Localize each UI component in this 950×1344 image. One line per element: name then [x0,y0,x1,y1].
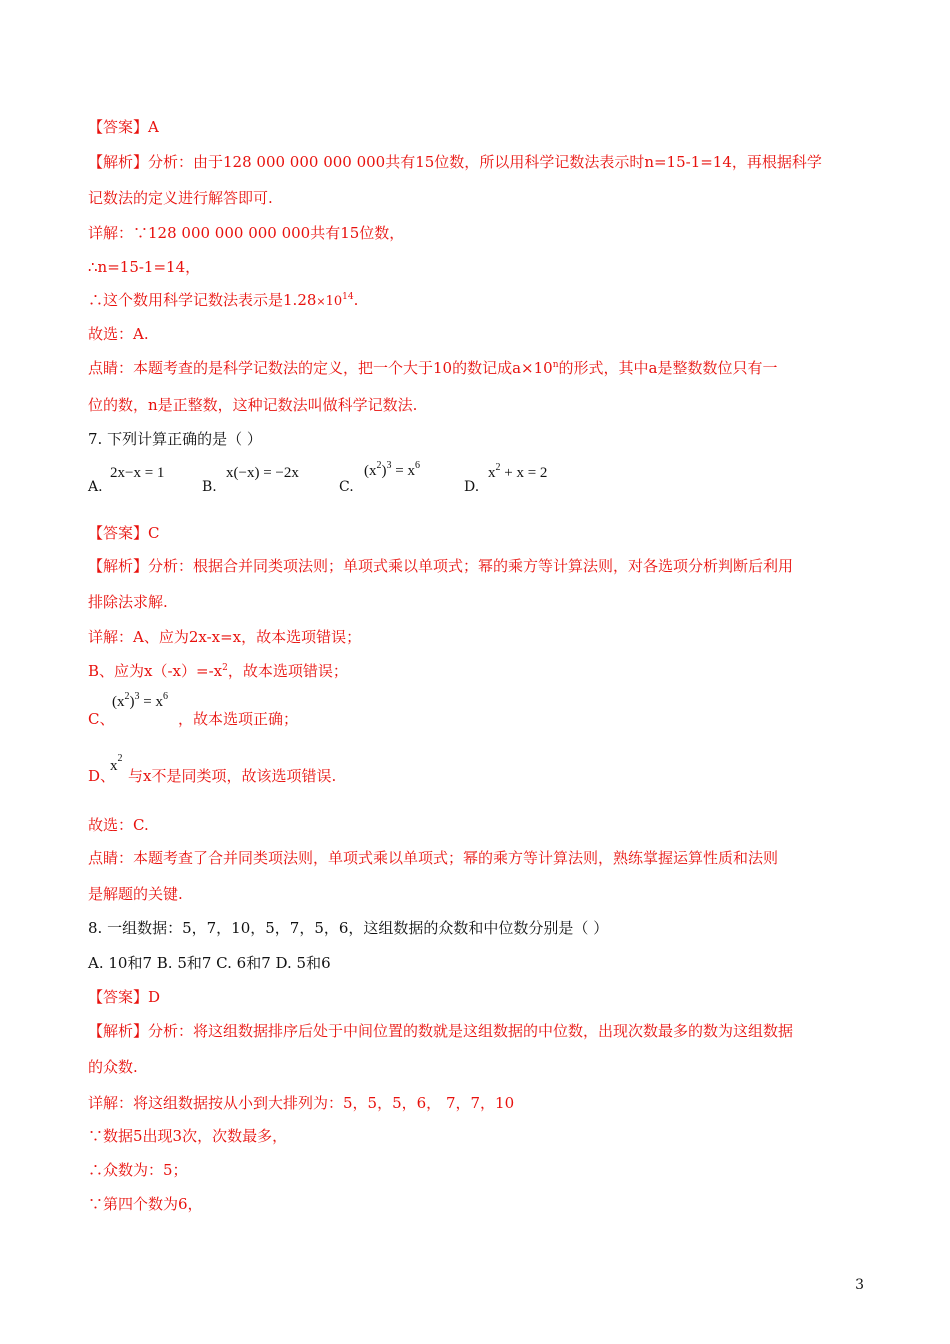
q6-comment-line1-end: 的形式，其中a是整数数位只有一 [558,359,778,377]
q6-detail-line1: 详解：∵128 000 000 000 000共有15位数， [88,224,405,242]
q6-comment-exponent: n [552,360,559,370]
q7-stem: 7. 下列计算正确的是（ ） [88,430,262,448]
q7-option-d-expr [488,464,547,482]
q7-detail-d-math [110,753,123,775]
q7-detail-c-label: C、 [88,710,115,728]
q7-comment-line2: 是解题的关键. [88,885,183,903]
q7-d-base: x [488,465,496,481]
q7-detail-c-text: ，故本选项正确； [178,710,299,728]
q7-c-close: ) [381,463,387,479]
q8-analysis-line2: 的众数. [88,1058,138,1076]
q7-option-b-expr: x(−x) = −2x [226,465,299,481]
q7-answer: 【答案】C [88,524,160,542]
q7-option-c-expr [364,462,420,480]
q7-c-exp2: 3 [386,460,392,471]
q7-detail-d-label: D、 [88,767,116,785]
q6-comment-line1 [88,358,777,378]
q7-detail-b-end: ，故本选项错误； [227,662,348,680]
q6-answer: 【答案】A [88,118,159,136]
q8-stem: 8. 一组数据：5，7，10，5，7，5，6，这组数据的众数和中位数分别是（ ） [88,919,609,937]
q6-analysis-line2: 记数法的定义进行解答即可. [88,189,273,207]
q7-d-exp: 2 [495,462,501,473]
q7-dc-eq: = x [139,694,163,710]
q7-option-b-label: B. [202,479,217,495]
q6-times-sign: × [316,295,326,308]
q7-dd-exp: 2 [117,753,123,764]
q7-comment-line1: 点睛：本题考查了合并同类项法则，单项式乘以单项式；幂的乘方等计算法则，熟练掌握运算性质和法则 [88,849,779,867]
q7-d-rest: + x = 2 [500,465,548,481]
q8-analysis-line1: 【解析】分析：将这组数据排序后处于中间位置的数就是这组数据的中位数，出现次数最多的数为这组数据 [88,1022,794,1040]
q8-detail-line2: ∵数据5出现3次，次数最多， [88,1127,288,1145]
q7-detail-b-text: B、应为x（-x）=-x [88,662,223,680]
q8-detail-line4: ∵第四个数为6， [88,1195,203,1213]
q7-c-open: (x [364,463,377,479]
q6-comment-line2: 位的数，n是正整数，这种记数法叫做科学记数法. [88,396,418,414]
q6-power-base: 10 [325,294,343,309]
q7-analysis-line2: 排除法求解. [88,593,168,611]
q7-analysis-line1: 【解析】分析：根据合并同类项法则；单项式乘以单项式；幂的乘方等计算法则，对各选项分析判断后利用 [88,557,794,575]
q7-option-d-label: D. [464,479,480,495]
q7-dd-base: x [110,758,118,774]
q7-c-eq: = x [391,463,415,479]
q6-comment-line1-text: 点睛：本题考查的是科学记数法的定义，把一个大于10的数记成a×10 [88,359,553,377]
q7-c-exp1: 2 [376,460,382,471]
q8-answer: 【答案】D [88,988,161,1006]
q8-options: A. 10和7 B. 5和7 C. 6和7 D. 5和6 [88,954,331,972]
q6-power-exponent: 14 [342,292,354,302]
q7-dc-e3: 6 [162,691,168,702]
q8-detail-line1: 详解：将这组数据按从小到大排列为：5，5，5，6， 7，7，10 [88,1094,515,1112]
q7-dc-e1: 2 [124,691,130,702]
q7-option-a-expr: 2x−x = 1 [110,465,165,481]
q6-detail-line3 [88,290,358,312]
q8-detail-line3: ∴众数为：5； [88,1161,188,1179]
q7-detail-b-exp: 2 [222,663,228,673]
page-number: 3 [855,1277,864,1293]
q7-c-exp3: 6 [414,460,420,471]
q7-dc-open: (x [112,694,125,710]
q7-option-c-label: C. [339,479,354,495]
q7-detail-c-math [112,693,168,711]
q7-detail-b [88,661,348,681]
q6-detail-line3-text: ∴这个数用科学记数法表示是1.28 [88,291,317,309]
q6-analysis-line1: 【解析】分析：由于128 000 000 000 000共有15位数，所以用科学记数法表示时n=15-1=14，再根据科学 [88,153,822,171]
q7-dc-close: ) [129,694,135,710]
q6-detail-line3-end: . [353,291,359,309]
q6-choice: 故选：A. [88,325,149,343]
q7-option-a-label: A. [88,479,103,495]
q7-dc-e2: 3 [134,691,140,702]
q7-choice: 故选：C. [88,816,149,834]
q7-detail-a: 详解：A、应为2x-x=x，故本选项错误； [88,628,362,646]
q6-detail-line2: ∴n=15-1=14， [88,258,201,276]
q7-detail-d-text: 与x不是同类项，故该选项错误. [128,767,337,785]
